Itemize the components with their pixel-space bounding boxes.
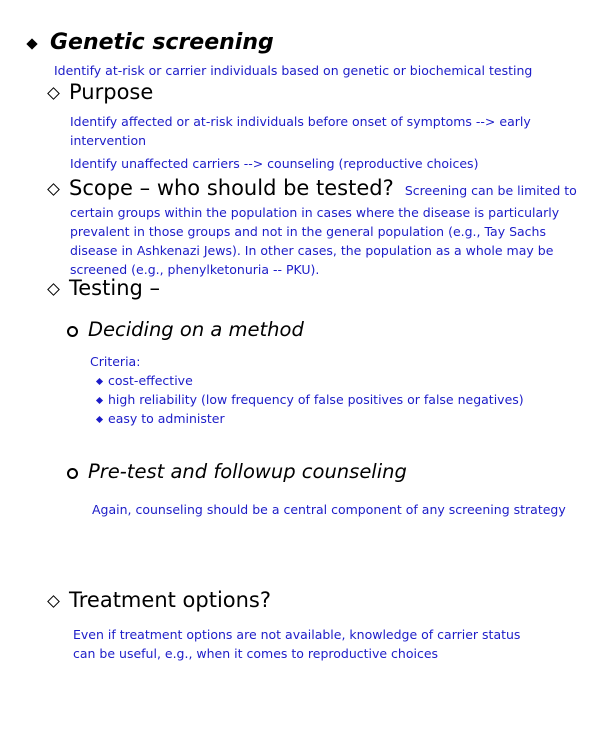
treatment-heading: Treatment options? xyxy=(69,588,272,612)
small-diamond-icon xyxy=(96,396,103,403)
circle-bullet-icon xyxy=(67,326,78,337)
page-title: Genetic screening xyxy=(50,30,274,55)
open-diamond-icon xyxy=(47,595,60,608)
purpose-line-2: Identify unaffected carriers --> counseling (reproductive choices) xyxy=(70,156,479,171)
criteria-item: easy to administer xyxy=(94,409,225,428)
open-diamond-icon xyxy=(47,87,60,100)
purpose-line-1a: Identify affected or at-risk individuals before onset of symptoms --> early xyxy=(70,114,531,129)
small-diamond-icon xyxy=(96,415,103,422)
scope-line-1: certain groups within the population in cases where the disease is particularly xyxy=(70,205,560,220)
scope-inline-text: Screening can be limited to xyxy=(404,183,577,198)
circle-bullet-icon xyxy=(67,468,78,479)
scope-line-3: disease in Ashkenazi Jews). In other cases, the population as a whole may be xyxy=(70,243,554,258)
criteria-label: Criteria: xyxy=(90,354,141,369)
method-heading: Deciding on a method xyxy=(88,318,304,341)
scope-line-2: prevalent in those groups and not in the general population (e.g., Tay Sachs xyxy=(70,224,546,239)
counseling-note: Again, counseling should be a central component of any screening strategy xyxy=(92,502,566,517)
purpose-heading: Purpose xyxy=(69,80,154,104)
purpose-line-1b: intervention xyxy=(70,133,147,148)
criteria-item: high reliability (low frequency of false positives or false negatives) xyxy=(94,390,524,409)
scope-heading-row xyxy=(69,176,577,200)
treatment-line-1: Even if treatment options are not available, knowledge of carrier status xyxy=(73,627,521,642)
bullet-diamond-icon xyxy=(26,38,37,49)
scope-line-4: screened (e.g., phenylketonuria -- PKU). xyxy=(70,262,320,277)
testing-heading: Testing – xyxy=(69,276,161,300)
intro-text: Identify at-risk or carrier individuals based on genetic or biochemical testing xyxy=(54,63,533,78)
counseling-heading: Pre-test and followup counseling xyxy=(88,460,407,483)
small-diamond-icon xyxy=(96,377,103,384)
open-diamond-icon xyxy=(47,283,60,296)
criteria-item: cost-effective xyxy=(94,371,193,390)
open-diamond-icon xyxy=(47,183,60,196)
treatment-line-2: can be useful, e.g., when it comes to reproductive choices xyxy=(73,646,439,661)
scope-heading: Scope – who should be tested? xyxy=(69,176,394,200)
